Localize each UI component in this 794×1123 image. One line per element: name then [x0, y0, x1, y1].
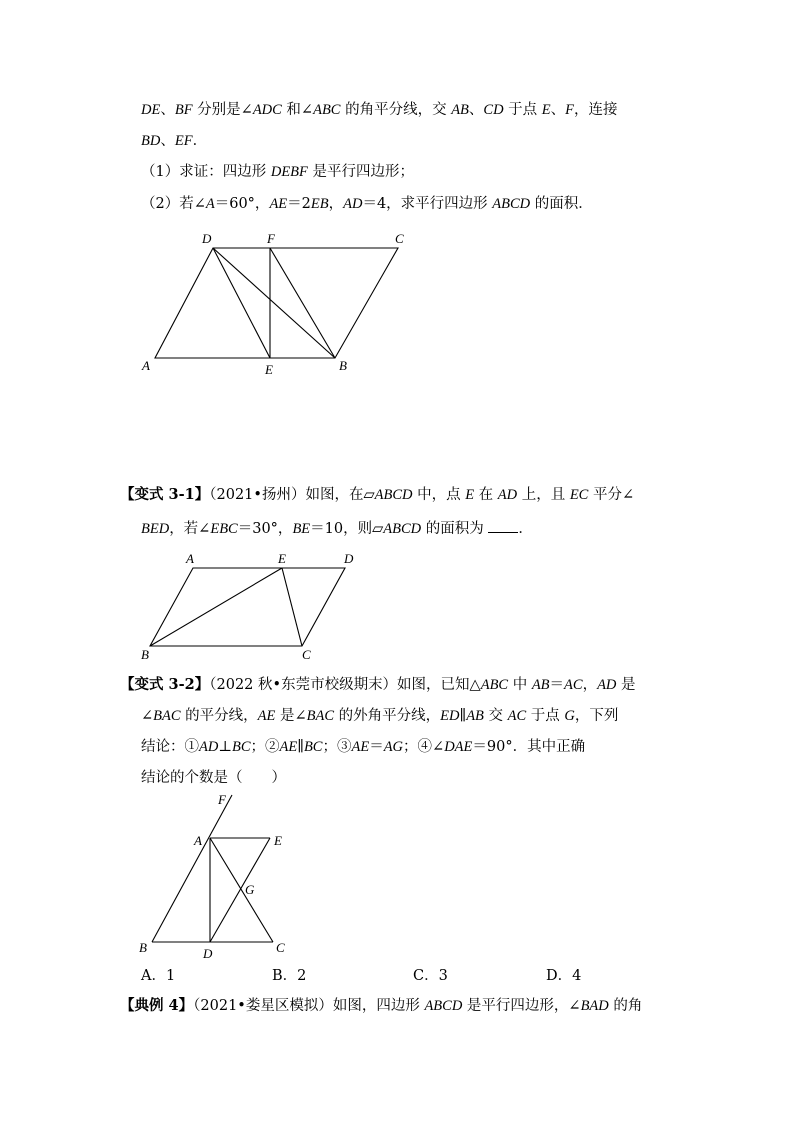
problem-line-2: BD、EF． — [141, 133, 208, 149]
variant-3-2-line-4: 结论的个数是（ ） — [141, 770, 286, 786]
label-G: G — [245, 882, 255, 897]
label-B: B — [141, 647, 149, 662]
variant-3-1-line-1: 【变式 3-1】（2021•扬州）如图，在▱ABCD 中，点 E 在 AD 上，且 EC 平分∠ — [120, 486, 635, 503]
variant-3-2-line-1: 【变式 3-2】（2022 秋•东莞市校级期末）如图，已知△ABC 中 AB＝AC，AD 是 — [120, 676, 636, 693]
label-A: A — [194, 833, 202, 848]
choice-d[interactable]: D．4 — [546, 968, 582, 984]
label-E: E — [265, 362, 273, 377]
example-4-line-1: 【典例 4】（2021•娄星区模拟）如图，四边形 ABCD 是平行四边形，∠BAD 的角 — [120, 997, 643, 1014]
variant-3-1-line-2: BED，若∠EBC＝30°，BE＝10，则▱ABCD 的面积为 ． — [141, 518, 533, 539]
example-4-tag: 【典例 4】 — [120, 997, 194, 1014]
variant-3-1-tag: 【变式 3-1】 — [120, 486, 210, 503]
label-F: F — [218, 792, 226, 807]
choice-b[interactable]: B．2 — [272, 968, 307, 984]
label-D: D — [344, 551, 354, 566]
label-C: C — [302, 647, 311, 662]
question-2: （2）若∠A＝60°，AE＝2EB，AD＝4，求平行四边形 ABCD 的面积． — [141, 196, 593, 212]
label-D: D — [203, 946, 213, 961]
variant-3-2-line-3: 结论：①AD⊥BC；②AE∥BC；③AE＝AG；④∠DAE＝90°．其中正确 — [141, 739, 586, 755]
label-D: D — [202, 231, 212, 246]
label-F: F — [267, 231, 275, 246]
label-C: C — [276, 940, 285, 955]
question-1: （1）求证：四边形 DEBF 是平行四边形； — [141, 164, 414, 180]
variant-3-2-tag: 【变式 3-2】 — [120, 676, 210, 693]
problem-line-1: DE、BF 分别是∠ADC 和∠ABC 的角平分线，交 AB、CD 于点 E、F，连接 — [141, 102, 618, 118]
label-E: E — [278, 551, 286, 566]
segment-ba-f — [152, 795, 232, 942]
label-B: B — [339, 358, 347, 373]
choice-a[interactable]: A．1 — [141, 968, 176, 984]
variant-3-2-line-2: ∠BAC 的平分线，AE 是∠BAC 的外角平分线，ED∥AB 交 AC 于点 G，下列 — [141, 708, 619, 724]
label-B: B — [139, 940, 147, 955]
label-A: A — [186, 551, 194, 566]
label-A: A — [142, 358, 150, 373]
label-C: C — [395, 231, 404, 246]
label-E: E — [274, 833, 282, 848]
choice-c[interactable]: C．3 — [413, 968, 448, 984]
